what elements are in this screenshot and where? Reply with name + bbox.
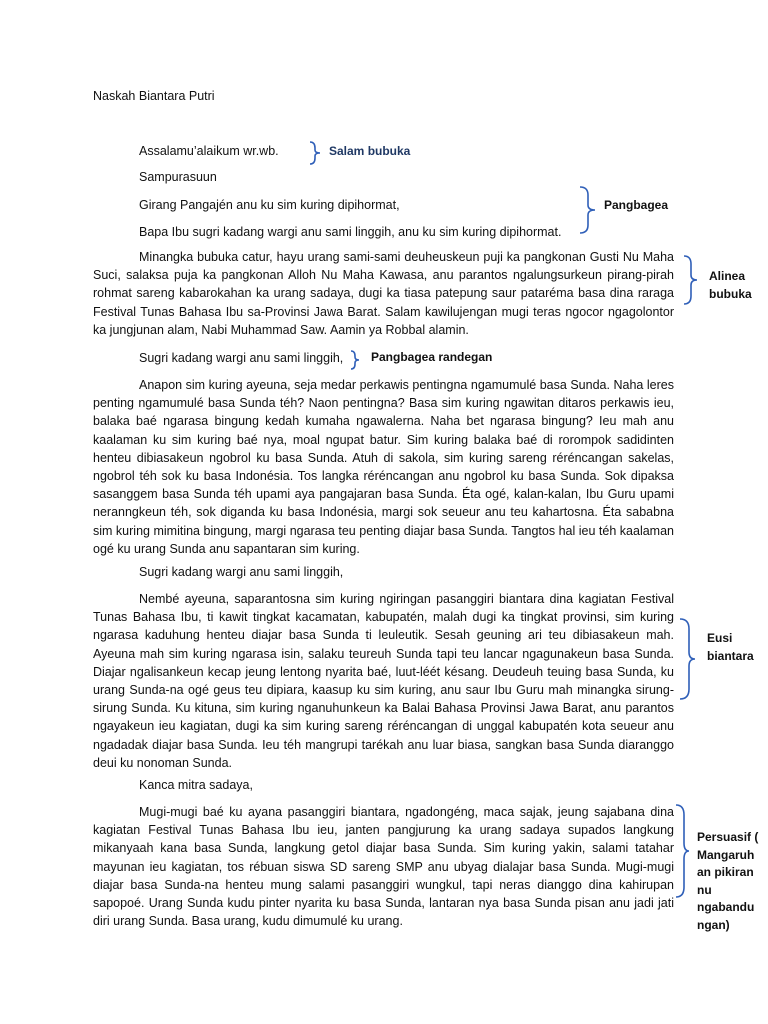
label-pangbagea-randegan: Pangbagea randegan <box>371 350 493 364</box>
interlude-greeting-1: Sugri kadang wargi anu sami linggih, <box>139 351 344 365</box>
greeting-salam: Assalamu’alaikum wr.wb. <box>139 144 279 158</box>
greeting-girang: Girang Pangajén anu ku sim kuring dipihormat, <box>139 198 400 212</box>
greeting-bapa: Bapa Ibu sugri kadang wargi anu sami linggih, anu ku sim kuring dipihormat. <box>139 225 562 239</box>
greeting-sampurasun: Sampurasuun <box>139 170 217 184</box>
label-alinea-bubuka: Alinea bubuka <box>709 269 752 301</box>
document-title: Naskah Biantara Putri <box>93 89 215 103</box>
label-eusi-biantara: Eusi biantara <box>707 631 754 663</box>
interlude-kanca: Kanca mitra sadaya, <box>139 778 253 792</box>
label-persuasif: Persuasif ( Mangaruh an pikiran nu ngabandu ngan) <box>697 830 759 932</box>
brace-pangbagea-randegan <box>349 349 361 371</box>
paragraph-persuasive: Mugi-mugi baé ku ayana pasanggiri biantara, ngadongéng, maca sajak, jeung sajabana dina kagiatan Festival Tunas Bahasa Ibu ieu, janten pangjurung ka urang sadaya supados langkung mikanyaah kana basa Sunda, langkung getol diajar basa Sunda. Sim kuring yakin, salami tatahar mayunan ieu kagiatan, tos rébuan siswa SD sareng SMP anu ubyag dialajar basa Sunda. Mugi-mugi diajar basa Sunda-na henteu mung salami pasanggiri wungkul, tapi neras dianggo dina kahirupan sapopoé. Urang Sunda kudu pinter nyarita ku basa Sunda, lantaran nya basa Sunda pisan anu jadi jati diri urang Sunda. Basa urang, kudu dimumulé ku urang. <box>93 805 674 929</box>
paragraph-body-2: Nembé ayeuna, saparantosna sim kuring ngiringan pasanggiri biantara dina kagiatan Festival Tunas Bahasa Ibu, ti kawit tingkat kacamatan, kabupatén, malah dugi ka tingkat provinsi, sim kuring ngarasa kaduhung henteu diajar basa Sunda ti leuleutik. Sesah geuning ari teu dibiasakeun mah. Ayeuna mah sim kuring ngarasa isin, salaku teureuh Sunda tapi teu lancar ngagunakeun basa Sunda. Diajar ngalisankeun kecap jeung lentong nyarita baé, luut-léét késang. Deudeuh teuing basa Sunda, ku urang Sunda-na ogé geus teu dipiara, kaasup ku sim kuring, anu saur Ibu Guru mah minangka sirung-sirung Sunda. Ku kituna, sim kuring nganuhunkeun ka Balai Bahasa Provinsi Jawa Barat, anu parantos ngayakeun ieu kagiatan, dugi ka sim kuring sareng réréncangan di unggal kabupatén kota seueur anu ngadadak diajar basa Sunda. Ieu téh mangrupi tarékah anu luar biasa, sangkan basa Sunda diaranggo deui ku nonoman Sunda. <box>93 592 674 770</box>
brace-pangbagea <box>578 185 598 235</box>
paragraph-body-1: Anapon sim kuring ayeuna, seja medar perkawis pentingna ngamumulé basa Sunda. Naha leres penting ngamumulé basa Sunda téh? Naon pentingna? Basa sim kuring ngawitan ditaros perkawis ieu, balaka baé ngarasa bingung kedah kumaha ngawalerna. Naha bet ngarasa bingung? Ieu mah anu kaalaman ku sim kuring baé nya, moal ngupat batur. Sim kuring balaka baé di rorompok sadidinten henteu dibiasakeun ngobrol ku basa Sunda. Atuh di sakola, sim kuring sareng réréncangan sakelas, ngobrol téh sok ku basa Indonésia. Tos langka réréncangan anu ngobrol ku basa Sunda. Sok dipaksa sasanggem basa Sunda téh upami aya pangajaran basa Sunda. Éta ogé, kalan-kalan, Ibu Guru upami neranngkeun téh, sok diganda ku basa Indonésia, margi sok seueur anu teu kahartosna. Éta sababna sim kuring mimitina bingung, margi ngarasa teu penting diajar basa Sunda. Tangtos hal ieu téh kaalaman ogé ku urang Sunda anu sapantaran sim kuring. <box>93 378 674 556</box>
paragraph-opening: Minangka bubuka catur, hayu urang sami-sami deuheuskeun puji ka pangkonan Gusti Nu Maha Suci, salaksa puja ka pangkonan Alloh Nu Maha Kawasa, anu parantos ngalungsurkeun pirang-pirah rohmat sareng kabarokahan ka urang sadaya, dugi ka tiasa patepung saur pataréma basa dina raraga Festival Tunas Bahasa Ibu sa-Provinsi Jawa Barat. Salam kawilujengan mugi teras ngocor ngagolontor ka jungjunan alam, Nabi Muhammad Saw. Aamin ya Robbal alamin. <box>93 250 674 337</box>
brace-salam <box>308 140 322 166</box>
brace-persuasif <box>674 803 692 899</box>
label-pangbagea: Pangbagea <box>604 198 669 212</box>
interlude-greeting-2: Sugri kadang wargi anu sami linggih, <box>139 565 344 579</box>
brace-eusi <box>678 617 698 701</box>
label-salam-bubuka: Salam bubuka <box>329 144 411 158</box>
brace-alinea-bubuka <box>682 254 700 306</box>
